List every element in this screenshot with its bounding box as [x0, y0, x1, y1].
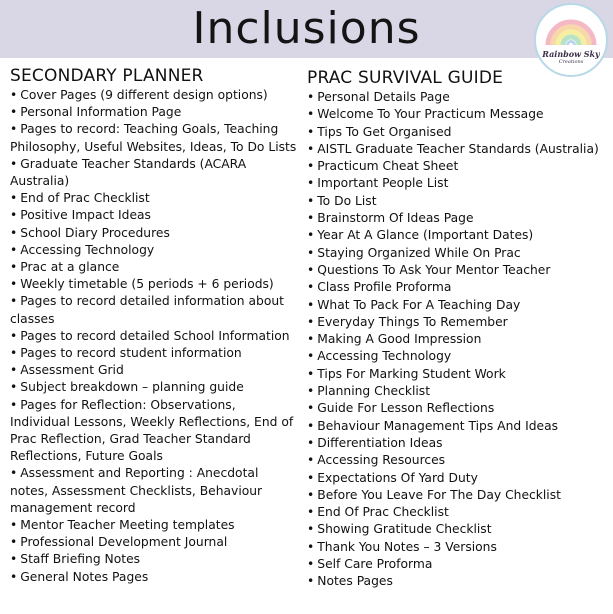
list-item [307, 331, 607, 348]
bullet-icon: • [10, 225, 18, 240]
bullet-icon: • [307, 522, 315, 537]
bullet-icon: • [307, 124, 315, 139]
list-item-text: Pages to record detailed School Information [20, 328, 290, 343]
bullet-icon: • [10, 105, 18, 120]
bullet-icon: • [307, 470, 315, 485]
bullet-icon: • [307, 141, 315, 156]
list-item-text: Professional Development Journal [20, 535, 228, 550]
list-item-text: Staying Organized While On Prac [317, 245, 521, 260]
bullet-icon: • [10, 122, 18, 137]
prac-survival-guide-list [307, 89, 607, 591]
bullet-icon: • [307, 228, 315, 243]
list-item [10, 225, 298, 242]
list-item [307, 314, 607, 331]
list-item-text: Pages for Reflection: Observations, Individual Lessons, Weekly Reflections, End of Prac Reflection, Grad Teacher Standard Reflections, Future Goals [10, 397, 294, 464]
list-item-text: Before You Leave For The Day Checklist [317, 487, 561, 502]
list-item-text: Tips For Marking Student Work [317, 366, 506, 381]
list-item [307, 366, 607, 383]
bullet-icon: • [307, 314, 315, 329]
list-item-text: Mentor Teacher Meeting templates [20, 518, 235, 533]
bullet-icon: • [307, 211, 315, 226]
bullet-icon: • [307, 401, 315, 416]
list-item [307, 262, 607, 279]
list-item-text: Thank You Notes – 3 Versions [317, 539, 497, 554]
list-item [307, 279, 607, 296]
list-item [10, 207, 298, 224]
list-item [307, 193, 607, 210]
list-item-text: Accessing Technology [317, 349, 452, 364]
list-item [307, 452, 607, 469]
bullet-icon: • [10, 346, 18, 361]
bullet-icon: • [10, 328, 18, 343]
list-item-text: What To Pack For A Teaching Day [317, 297, 521, 312]
secondary-planner-list [10, 87, 298, 586]
list-item-text: End of Prac Checklist [20, 191, 150, 206]
bullet-icon: • [10, 569, 18, 584]
list-item-text: Graduate Teacher Standards (ACARA Australia) [10, 156, 247, 189]
list-item-text: Everyday Things To Remember [317, 314, 508, 329]
bullet-icon: • [10, 535, 18, 550]
bullet-icon: • [10, 552, 18, 567]
list-item [307, 210, 607, 227]
list-item [307, 470, 607, 487]
list-item [10, 465, 298, 517]
list-item-text: School Diary Procedures [20, 225, 170, 240]
list-item-text: Pages to record student information [20, 346, 242, 361]
bullet-icon: • [307, 159, 315, 174]
bullet-icon: • [307, 366, 315, 381]
bullet-icon: • [10, 191, 18, 206]
list-item [307, 504, 607, 521]
list-item [10, 379, 298, 396]
list-item-text: Pages to record: Teaching Goals, Teaching Philosophy, Useful Websites, Ideas, To Do Lists [10, 122, 297, 154]
bullet-icon: • [307, 435, 315, 450]
list-item-text: Differentiation Ideas [317, 435, 443, 450]
list-item [10, 242, 298, 259]
list-item-text: Showing Gratitude Checklist [317, 522, 492, 537]
list-item [10, 362, 298, 379]
list-item-text: General Notes Pages [20, 569, 149, 584]
list-item [307, 383, 607, 400]
bullet-icon: • [10, 277, 18, 292]
list-item [307, 400, 607, 417]
list-item [307, 175, 607, 192]
list-item-text: Weekly timetable (5 periods + 6 periods) [20, 277, 274, 292]
list-item-text: Expectations Of Yard Duty [317, 470, 478, 485]
list-item-text: Notes Pages [317, 574, 393, 589]
list-item-text: Staff Briefing Notes [20, 552, 141, 567]
list-item-text: Questions To Ask Your Mentor Teacher [317, 262, 551, 277]
bullet-icon: • [10, 260, 18, 275]
bullet-icon: • [10, 466, 18, 481]
list-item-text: End Of Prac Checklist [317, 505, 449, 520]
list-item [10, 104, 298, 121]
bullet-icon: • [10, 294, 18, 309]
list-item [307, 124, 607, 141]
list-item [307, 539, 607, 556]
list-item-text: Assessment and Reporting : Anecdotal notes, Assessment Checklists, Behaviour management record [10, 466, 263, 515]
bullet-icon: • [10, 397, 18, 412]
list-item [307, 227, 607, 244]
list-item-text: Self Care Proforma [317, 557, 433, 572]
bullet-icon: • [10, 208, 18, 223]
list-item-text: Tips To Get Organised [317, 124, 452, 139]
bullet-icon: • [10, 380, 18, 395]
bullet-icon: • [10, 242, 18, 257]
list-item [10, 293, 298, 327]
list-item [307, 297, 607, 314]
list-item [307, 487, 607, 504]
bullet-icon: • [307, 90, 315, 104]
list-item [10, 276, 298, 293]
list-item [307, 245, 607, 262]
list-item [307, 556, 607, 573]
list-item [307, 106, 607, 123]
bullet-icon: • [307, 176, 315, 191]
bullet-icon: • [307, 297, 315, 312]
bullet-icon: • [10, 156, 18, 171]
bullet-icon: • [307, 487, 315, 502]
bullet-icon: • [307, 349, 315, 364]
list-item [10, 87, 298, 104]
bullet-icon: • [307, 280, 315, 295]
list-item [307, 89, 607, 106]
list-item [10, 551, 298, 568]
bullet-icon: • [307, 262, 315, 277]
list-item-text: Accessing Resources [317, 453, 446, 468]
bullet-icon: • [10, 88, 18, 102]
list-item [10, 397, 298, 466]
secondary-planner-heading: SECONDARY PLANNER [10, 66, 204, 86]
prac-survival-guide-column [307, 66, 607, 591]
bullet-icon: • [307, 453, 315, 468]
list-item [307, 573, 607, 590]
list-item-text: Practicum Cheat Sheet [317, 159, 459, 174]
bullet-icon: • [307, 505, 315, 520]
logo-subtitle: Creations [558, 59, 584, 65]
bullet-icon: • [307, 574, 315, 589]
list-item-text: Cover Pages (9 different design options) [20, 88, 268, 102]
list-item-text: Class Profile Proforma [317, 280, 452, 295]
list-item [307, 348, 607, 365]
list-item [10, 156, 298, 190]
bullet-icon: • [307, 332, 315, 347]
bullet-icon: • [307, 418, 315, 433]
logo-name: Rainbow Sky [542, 49, 600, 59]
list-item-text: Positive Impact Ideas [20, 208, 151, 223]
secondary-planner-column [10, 66, 298, 586]
bullet-icon: • [307, 107, 315, 122]
list-item-text: Accessing Technology [20, 242, 155, 257]
list-item [10, 121, 298, 155]
list-item-text: Planning Checklist [317, 384, 431, 399]
list-item-text: To Do List [317, 193, 377, 208]
list-item-text: Welcome To Your Practicum Message [317, 107, 544, 122]
list-item-text: Important People List [317, 176, 449, 191]
list-item-text: Personal Details Page [317, 90, 450, 104]
list-item [10, 534, 298, 551]
list-item [10, 328, 298, 345]
list-item-text: Making A Good Impression [317, 332, 482, 347]
bullet-icon: • [307, 539, 315, 554]
list-item-text: Subject breakdown – planning guide [20, 380, 244, 395]
list-item [307, 158, 607, 175]
list-item [307, 521, 607, 538]
list-item [10, 569, 298, 586]
bullet-icon: • [10, 518, 18, 533]
prac-survival-guide-heading: PRAC SURVIVAL GUIDE [307, 68, 504, 88]
list-item-text: Brainstorm Of Ideas Page [317, 211, 474, 226]
list-item-text: Assessment Grid [20, 363, 124, 378]
list-item [307, 418, 607, 435]
list-item [307, 141, 607, 158]
list-item [10, 517, 298, 534]
bullet-icon: • [307, 245, 315, 260]
list-item [10, 259, 298, 276]
bullet-icon: • [10, 363, 18, 378]
list-item-text: Pages to record detailed information about classes [10, 294, 284, 326]
bullet-icon: • [307, 557, 315, 572]
bullet-icon: • [307, 384, 315, 399]
bullet-icon: • [307, 193, 315, 208]
list-item-text: AISTL Graduate Teacher Standards (Australia) [317, 141, 599, 156]
list-item-text: Behaviour Management Tips And Ideas [317, 418, 559, 433]
list-item-text: Guide For Lesson Reflections [317, 401, 495, 416]
list-item-text: Year At A Glance (Important Dates) [317, 228, 534, 243]
list-item [10, 190, 298, 207]
page-title: Inclusions [192, 3, 421, 54]
list-item-text: Prac at a glance [20, 260, 120, 275]
list-item [307, 435, 607, 452]
list-item-text: Personal Information Page [20, 105, 182, 120]
list-item [10, 345, 298, 362]
